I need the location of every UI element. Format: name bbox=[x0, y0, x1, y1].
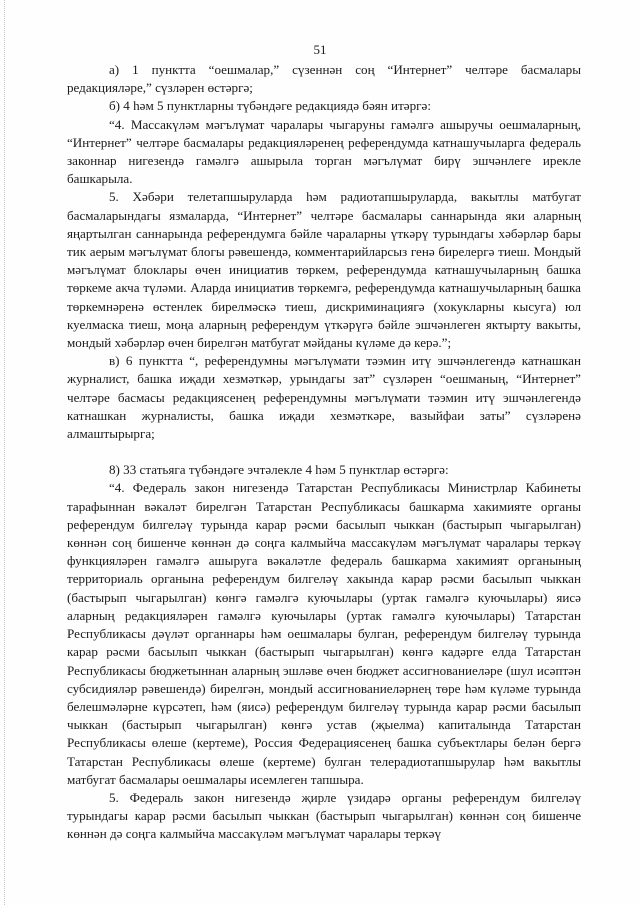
paragraph-8-point-4: “4. Федераль закон нигезендә Татарстан Республикасы Министрлар Кабинеты тарафыннан вәкаләт бирелгән Татарстан Республикасы башкарма хакимияте органы референдум билгеләү турында карар рәсми басылып чыккан (бастырып чыгарылган) көннән соң бишенче көннән дә соңга калмыйча массакүләм мәгълүмат чаралары теркәү функцияләрен гамәлгә ашыруга вәкаләтле федераль башкарма хакимият органының территориаль органына референдум билгеләү хакында карар рәсми басылып чыккан (бастырып чыгарылган) көнгә гамәлгә куючылары (уртак гамәлгә куючылары) яисә аларның редакцияләрен гамәлгә куючылары (уртак гамәлгә куючылары) Татарстан Республикасы дәүләт органнары һәм оешмалары булган, референдум билгеләү турында карар рәсми басылып чыккан (бастырып чыгарылган) көнгә кадәрге елда Татарстан Республикасы бюджетыннан аларның эшләве өчен бюджет ассигнованиеләре (шул исәптән субсидияләр рәвешендә) бирелгән, мондый ассигнованиеләрнең төре һәм күләме турында белешмәләрне күрсәтеп, һәм (яисә) референдум билгеләү турында карар рәсми басылып чыккан (бастырып чыгарылган) көнгә устав (җыелма) капиталында Татарстан Республикасы өлеше (кертеме), Россия Федерациясенең башка субъектлары белән бергә Татарстан Республикасы өлеше (кертеме) булган телерадиотапшырулар һәм вакытлы матбугат басмалары оешмалары исемлеген тапшыра. bbox=[67, 480, 581, 787]
page-number: 51 bbox=[313, 42, 327, 57]
document-body bbox=[67, 61, 581, 844]
paragraph-8-point-5: 5. Федераль закон нигезендә җирле үзидарә органы референдум билгеләү турындагы карар рәсми басылып чыккан (бастырып чыгарылган) көннән соң бишенче көннән дә соңга калмыйча массакүләм мәгълүмат чаралары теркәү bbox=[67, 789, 581, 842]
scan-margin-line bbox=[4, 0, 5, 905]
paragraph-b: б) 4 һәм 5 пунктларны түбәндәге редакциядә бәян итәргә: bbox=[109, 98, 431, 114]
paragraph-b-point-5: 5. Хәбәри телетапшыруларда һәм радиотапшыруларда, вакытлы матбугат басмаларындагы язмаларда, “Интернет” челтәре басмалары саннарында яки аларның яңартылган саннарында референдумга бәйле чараларны үткәрү турындагы хәбәрләр бары тик аерым мәгълүмат блогы рәвешендә, комментарийларсыз генә бирелергә тиеш. Мондый мәгълүмат блоклары өчен инициатив төркем, референдумда катнашучыларның башка төркеме акча түләми. Аларда инициатив төркемгә, референдумда катнашучыларның башка төркемнәренә өстенлек бирелмәскә тиеш, дискриминациягә (хокукларны кысуга) юл куелмаска тиеш, моңа аларның референдум үткәрүгә бәйле эшчәнлеген яктырту вакыты, мондый хәбәрләр өчен бирелгән матбугат мәйданы күләме дә керә.”; bbox=[67, 189, 581, 351]
paragraph-8: 8) 33 статьяга түбәндәге эчтәлекле 4 һәм 5 пунктлар өстәргә: bbox=[109, 462, 449, 478]
paragraph-v: в) 6 пунктта “, референдумны мәгълүмати тәэмин итү эшчәнлегендә катнашкан журналист, башка иҗади хезмәткәр, урындагы зат” сүзләрен “оешманың, “Интернет” челтәре басмасы редакциясенең референдумны мәгълүмати тәэмин итү эшчәнлегендә катнашкан журналисты, башка иҗади хезмәткәре, вазыйфаи заты” сүзләренә алмаштырырга; bbox=[67, 353, 581, 442]
paragraph-a: а) 1 пунктта “оешмалар,” сүзеннән соң “Интернет” челтәре басмалары редакцияләре,” сүзләрен өстәргә; bbox=[67, 62, 581, 96]
paragraph-b-point-4: “4. Массакүләм мәгълүмат чаралары чыгаруны гамәлгә ашыручы оешмаларның, “Интернет” челтәре басмалары редакцияләренең референдумда катнашучыларга федераль законнар нигезендә гамәлгә ашырыла торган мәгълүмат бирү эшчәнлеге ирекле башкарыла. bbox=[67, 116, 581, 187]
